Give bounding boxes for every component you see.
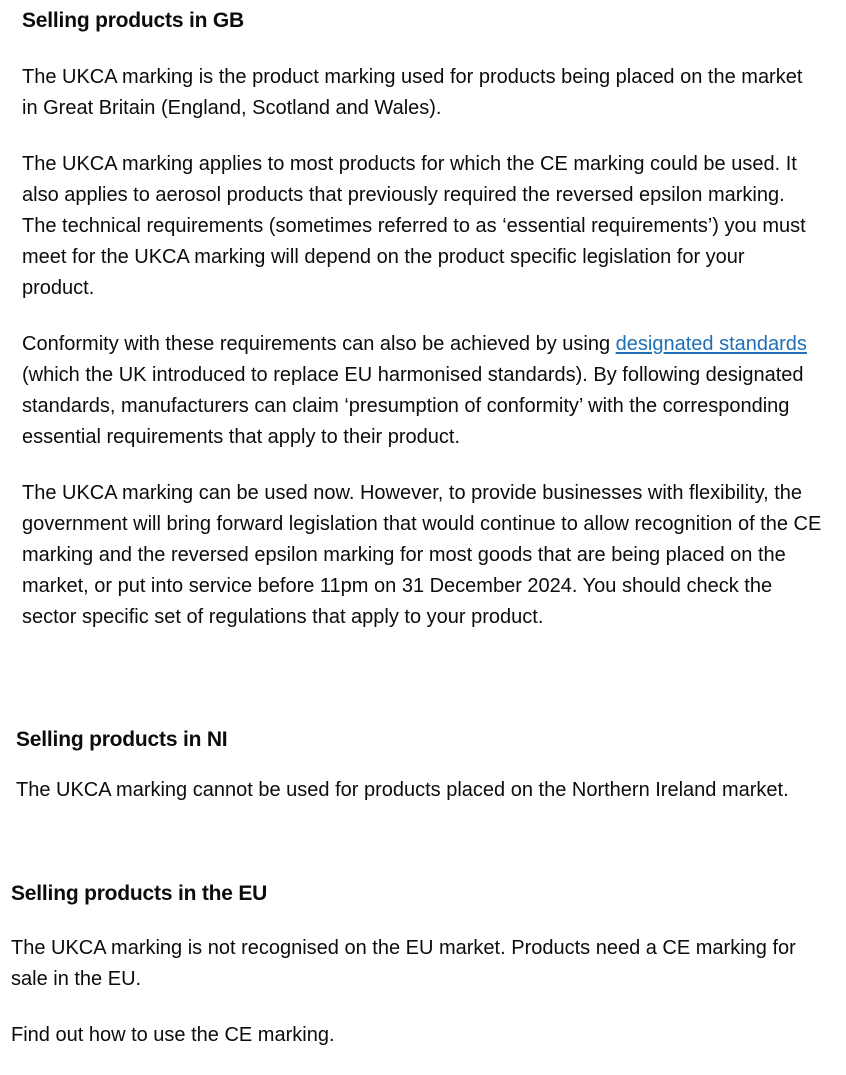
designated-standards-link[interactable]: designated standards [615, 333, 807, 355]
heading-gb: Selling products in GB [22, 9, 244, 32]
heading-ni: Selling products in NI [16, 728, 228, 751]
eu-paragraph-1: The UKCA marking is not recognised on the EU market. Products need a CE marking for sale in the EU. [11, 937, 796, 990]
gb-paragraph-1: The UKCA marking is the product marking used for products being placed on the market in Great Britain (England, Scotland and Wales). [22, 66, 803, 119]
section-eu [11, 881, 826, 1051]
section-ni [16, 727, 826, 806]
section-gb [22, 8, 822, 633]
gb-paragraph-4: The UKCA marking can be used now. However, to provide businesses with flexibility, the government will bring forward legislation that would continue to allow recognition of the CE marking and the reversed epsilon marking for most goods that are being placed on the market, or put into service before 11pm on 31 December 2024. You should check the sector specific set of regulations that apply to your product. [22, 482, 822, 628]
gb-paragraph-3-start: Conformity with these requirements can also be achieved by using [22, 333, 616, 355]
gb-paragraph-3 [22, 329, 822, 453]
heading-eu: Selling products in the EU [11, 882, 268, 905]
eu-paragraph-2: Find out how to use the CE marking. [11, 1024, 335, 1046]
gb-paragraph-2: The UKCA marking applies to most products for which the CE marking could be used. It also applies to aerosol products that previously required the reversed epsilon marking. The technical requirements (sometimes referred to as ‘essential requirements’) you must meet for the UKCA marking will depend on the product specific legislation for your product. [22, 153, 806, 299]
gb-paragraph-3-end: (which the UK introduced to replace EU harmonised standards). By following designated standards, manufacturers can claim ‘presumption of conformity’ with the corresponding essential requirements that apply to their product. [22, 364, 804, 448]
ni-paragraph-1: The UKCA marking cannot be used for products placed on the Northern Ireland market. [16, 779, 789, 801]
